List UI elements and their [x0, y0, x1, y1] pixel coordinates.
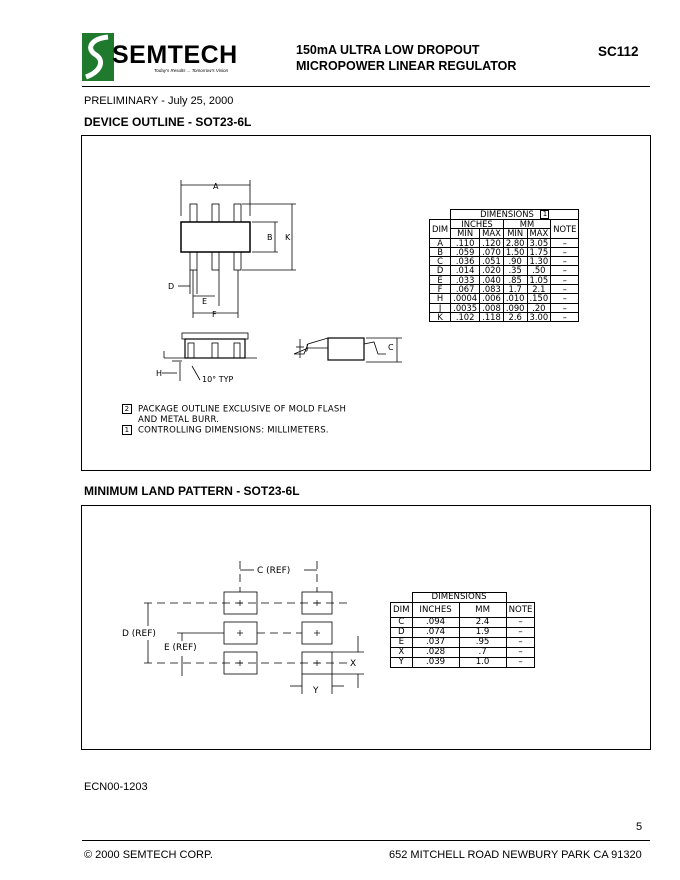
- table-row: [430, 247, 579, 256]
- note-2-text: PACKAGE OUTLINE EXCLUSIVE OF MOLD FLASH: [138, 404, 347, 415]
- table-cell: –: [551, 275, 579, 284]
- ecn-number: ECN00-1203: [84, 781, 148, 793]
- table-cell: Y: [391, 658, 413, 668]
- table-cell: 2.1: [527, 285, 551, 294]
- table-title: DIMENSIONS 1: [451, 210, 579, 220]
- header-rule: [82, 86, 650, 87]
- table-cell: .150: [527, 294, 551, 303]
- table-cell: .090: [503, 303, 527, 312]
- label-B: B: [267, 233, 273, 242]
- header-title: [296, 42, 516, 74]
- land-pattern-drawing: [82, 506, 650, 749]
- table-cell: .35: [503, 266, 527, 275]
- table-cell: .90: [503, 257, 527, 266]
- label-X: X: [350, 659, 357, 669]
- footer-rule: [82, 840, 650, 841]
- table-row: [430, 275, 579, 284]
- note-1-number: 1: [122, 425, 132, 435]
- land-inches-header: INCHES: [412, 603, 459, 618]
- table-cell: –: [551, 266, 579, 275]
- table-row: [391, 638, 535, 648]
- label-F: F: [212, 310, 217, 319]
- table-cell: .95: [459, 638, 506, 648]
- table-cell: D: [430, 266, 451, 275]
- inches-min-header: MIN: [451, 229, 480, 238]
- note-header: NOTE: [551, 220, 579, 239]
- table-cell: C: [430, 257, 451, 266]
- table-cell: .008: [480, 303, 504, 312]
- table-row: [430, 257, 579, 266]
- table-cell: H: [430, 294, 451, 303]
- table-row: [430, 303, 579, 312]
- table-cell: –: [551, 247, 579, 256]
- table-cell: .010: [503, 294, 527, 303]
- table-cell: .039: [412, 658, 459, 668]
- table-cell: .014: [451, 266, 480, 275]
- table-cell: –: [506, 658, 535, 668]
- table-cell: –: [551, 257, 579, 266]
- table-row: [391, 618, 535, 628]
- label-C: C: [388, 343, 394, 352]
- label-Y: Y: [313, 686, 319, 696]
- table-cell: D: [391, 628, 413, 638]
- label-E: E: [202, 297, 208, 306]
- table-cell: –: [551, 294, 579, 303]
- label-K: K: [285, 233, 291, 242]
- table-cell: .118: [480, 312, 504, 321]
- table-cell: .020: [480, 266, 504, 275]
- label-D-ref: D (REF): [122, 629, 156, 639]
- label-J: J: [306, 343, 309, 352]
- semtech-logo: [82, 33, 277, 83]
- table-cell: 1.50: [503, 247, 527, 256]
- table-cell: 1.7: [503, 285, 527, 294]
- table-cell: –: [506, 628, 535, 638]
- table-row: [430, 312, 579, 321]
- logo-tagline: Today's Results ... Tomorrow's Vision: [154, 68, 229, 73]
- inches-header: INCHES: [451, 220, 504, 229]
- label-E-ref: E (REF): [164, 643, 197, 653]
- table-cell: 1.05: [527, 275, 551, 284]
- preliminary-date: PRELIMINARY - July 25, 2000: [84, 95, 234, 107]
- part-number: SC112: [598, 44, 639, 59]
- note-2-continued: AND METAL BURR.: [138, 415, 220, 425]
- table-cell: .083: [480, 285, 504, 294]
- mm-min-header: MIN: [503, 229, 527, 238]
- table-cell: .059: [451, 247, 480, 256]
- table-cell: .120: [480, 238, 504, 247]
- table-cell: E: [430, 275, 451, 284]
- logo-wordmark: SEMTECH: [112, 41, 238, 69]
- table-cell: –: [506, 618, 535, 628]
- table-row: [430, 266, 579, 275]
- land-note-header: NOTE: [506, 603, 535, 618]
- table-cell: 1.30: [527, 257, 551, 266]
- table-cell: .028: [412, 648, 459, 658]
- table-cell: 2.80: [503, 238, 527, 247]
- table-cell: .006: [480, 294, 504, 303]
- table-cell: .0035: [451, 303, 480, 312]
- header-title-line1: 150mA ULTRA LOW DROPOUT: [296, 43, 480, 57]
- table-cell: .0004: [451, 294, 480, 303]
- table-cell: .102: [451, 312, 480, 321]
- table-cell: 1.0: [459, 658, 506, 668]
- table-row: [430, 238, 579, 247]
- table-cell: –: [506, 648, 535, 658]
- table-cell: F: [430, 285, 451, 294]
- table-cell: 1.9: [459, 628, 506, 638]
- note-2: [122, 404, 346, 415]
- land-dim-header: DIM: [391, 603, 413, 618]
- mm-max-header: MAX: [527, 229, 551, 238]
- table-cell: .094: [412, 618, 459, 628]
- table-cell: .040: [480, 275, 504, 284]
- device-outline-heading: DEVICE OUTLINE - SOT23-6L: [84, 115, 252, 129]
- header-title-line2: MICROPOWER LINEAR REGULATOR: [296, 59, 517, 73]
- table-cell: .074: [412, 628, 459, 638]
- note-2-number: 2: [122, 404, 132, 414]
- table-row: [430, 294, 579, 303]
- table-cell: K: [430, 312, 451, 321]
- table-cell: 3.05: [527, 238, 551, 247]
- inches-max-header: MAX: [480, 229, 504, 238]
- table-cell: .20: [527, 303, 551, 312]
- table-cell: –: [551, 312, 579, 321]
- table-cell: 3.00: [527, 312, 551, 321]
- table-cell: .067: [451, 285, 480, 294]
- table-cell: .051: [480, 257, 504, 266]
- label-typ: 10° TYP: [202, 375, 234, 384]
- table-cell: –: [551, 303, 579, 312]
- table-cell: J: [430, 303, 451, 312]
- note-1-text: CONTROLLING DIMENSIONS: MILLIMETERS.: [138, 425, 329, 436]
- table-cell: .50: [527, 266, 551, 275]
- label-A: A: [213, 182, 219, 191]
- table-row: [391, 628, 535, 638]
- table-cell: –: [551, 238, 579, 247]
- table-row: [430, 285, 579, 294]
- table-cell: E: [391, 638, 413, 648]
- footer-copyright: © 2000 SEMTECH CORP.: [84, 849, 213, 861]
- table-cell: B: [430, 247, 451, 256]
- land-pattern-panel: [81, 505, 651, 750]
- land-table-title: DIMENSIONS: [412, 593, 506, 603]
- land-dimensions-table: [390, 592, 535, 668]
- table-cell: C: [391, 618, 413, 628]
- table-cell: 2.6: [503, 312, 527, 321]
- label-H: H: [156, 369, 163, 378]
- table-cell: X: [391, 648, 413, 658]
- land-pattern-heading: MINIMUM LAND PATTERN - SOT23-6L: [84, 484, 300, 498]
- label-D: D: [168, 282, 175, 291]
- outline-dimensions-table: [429, 209, 579, 322]
- table-row: [391, 648, 535, 658]
- table-cell: .033: [451, 275, 480, 284]
- table-cell: .036: [451, 257, 480, 266]
- table-cell: A: [430, 238, 451, 247]
- device-outline-panel: [81, 135, 651, 471]
- table-cell: .037: [412, 638, 459, 648]
- footer-address: 652 MITCHELL ROAD NEWBURY PARK CA 91320: [389, 849, 642, 861]
- land-mm-header: MM: [459, 603, 506, 618]
- dim-header: DIM: [430, 220, 451, 239]
- table-cell: .85: [503, 275, 527, 284]
- table-cell: .110: [451, 238, 480, 247]
- note-1: [122, 425, 329, 436]
- page-number: 5: [636, 821, 643, 833]
- table-cell: .070: [480, 247, 504, 256]
- mm-header: MM: [503, 220, 550, 229]
- table-row: [391, 658, 535, 668]
- label-C-ref: C (REF): [257, 566, 291, 576]
- table-cell: –: [551, 285, 579, 294]
- table-cell: 2.4: [459, 618, 506, 628]
- table-cell: .7: [459, 648, 506, 658]
- table-cell: 1.75: [527, 247, 551, 256]
- semtech-logo-icon: [82, 33, 114, 81]
- table-cell: –: [506, 638, 535, 648]
